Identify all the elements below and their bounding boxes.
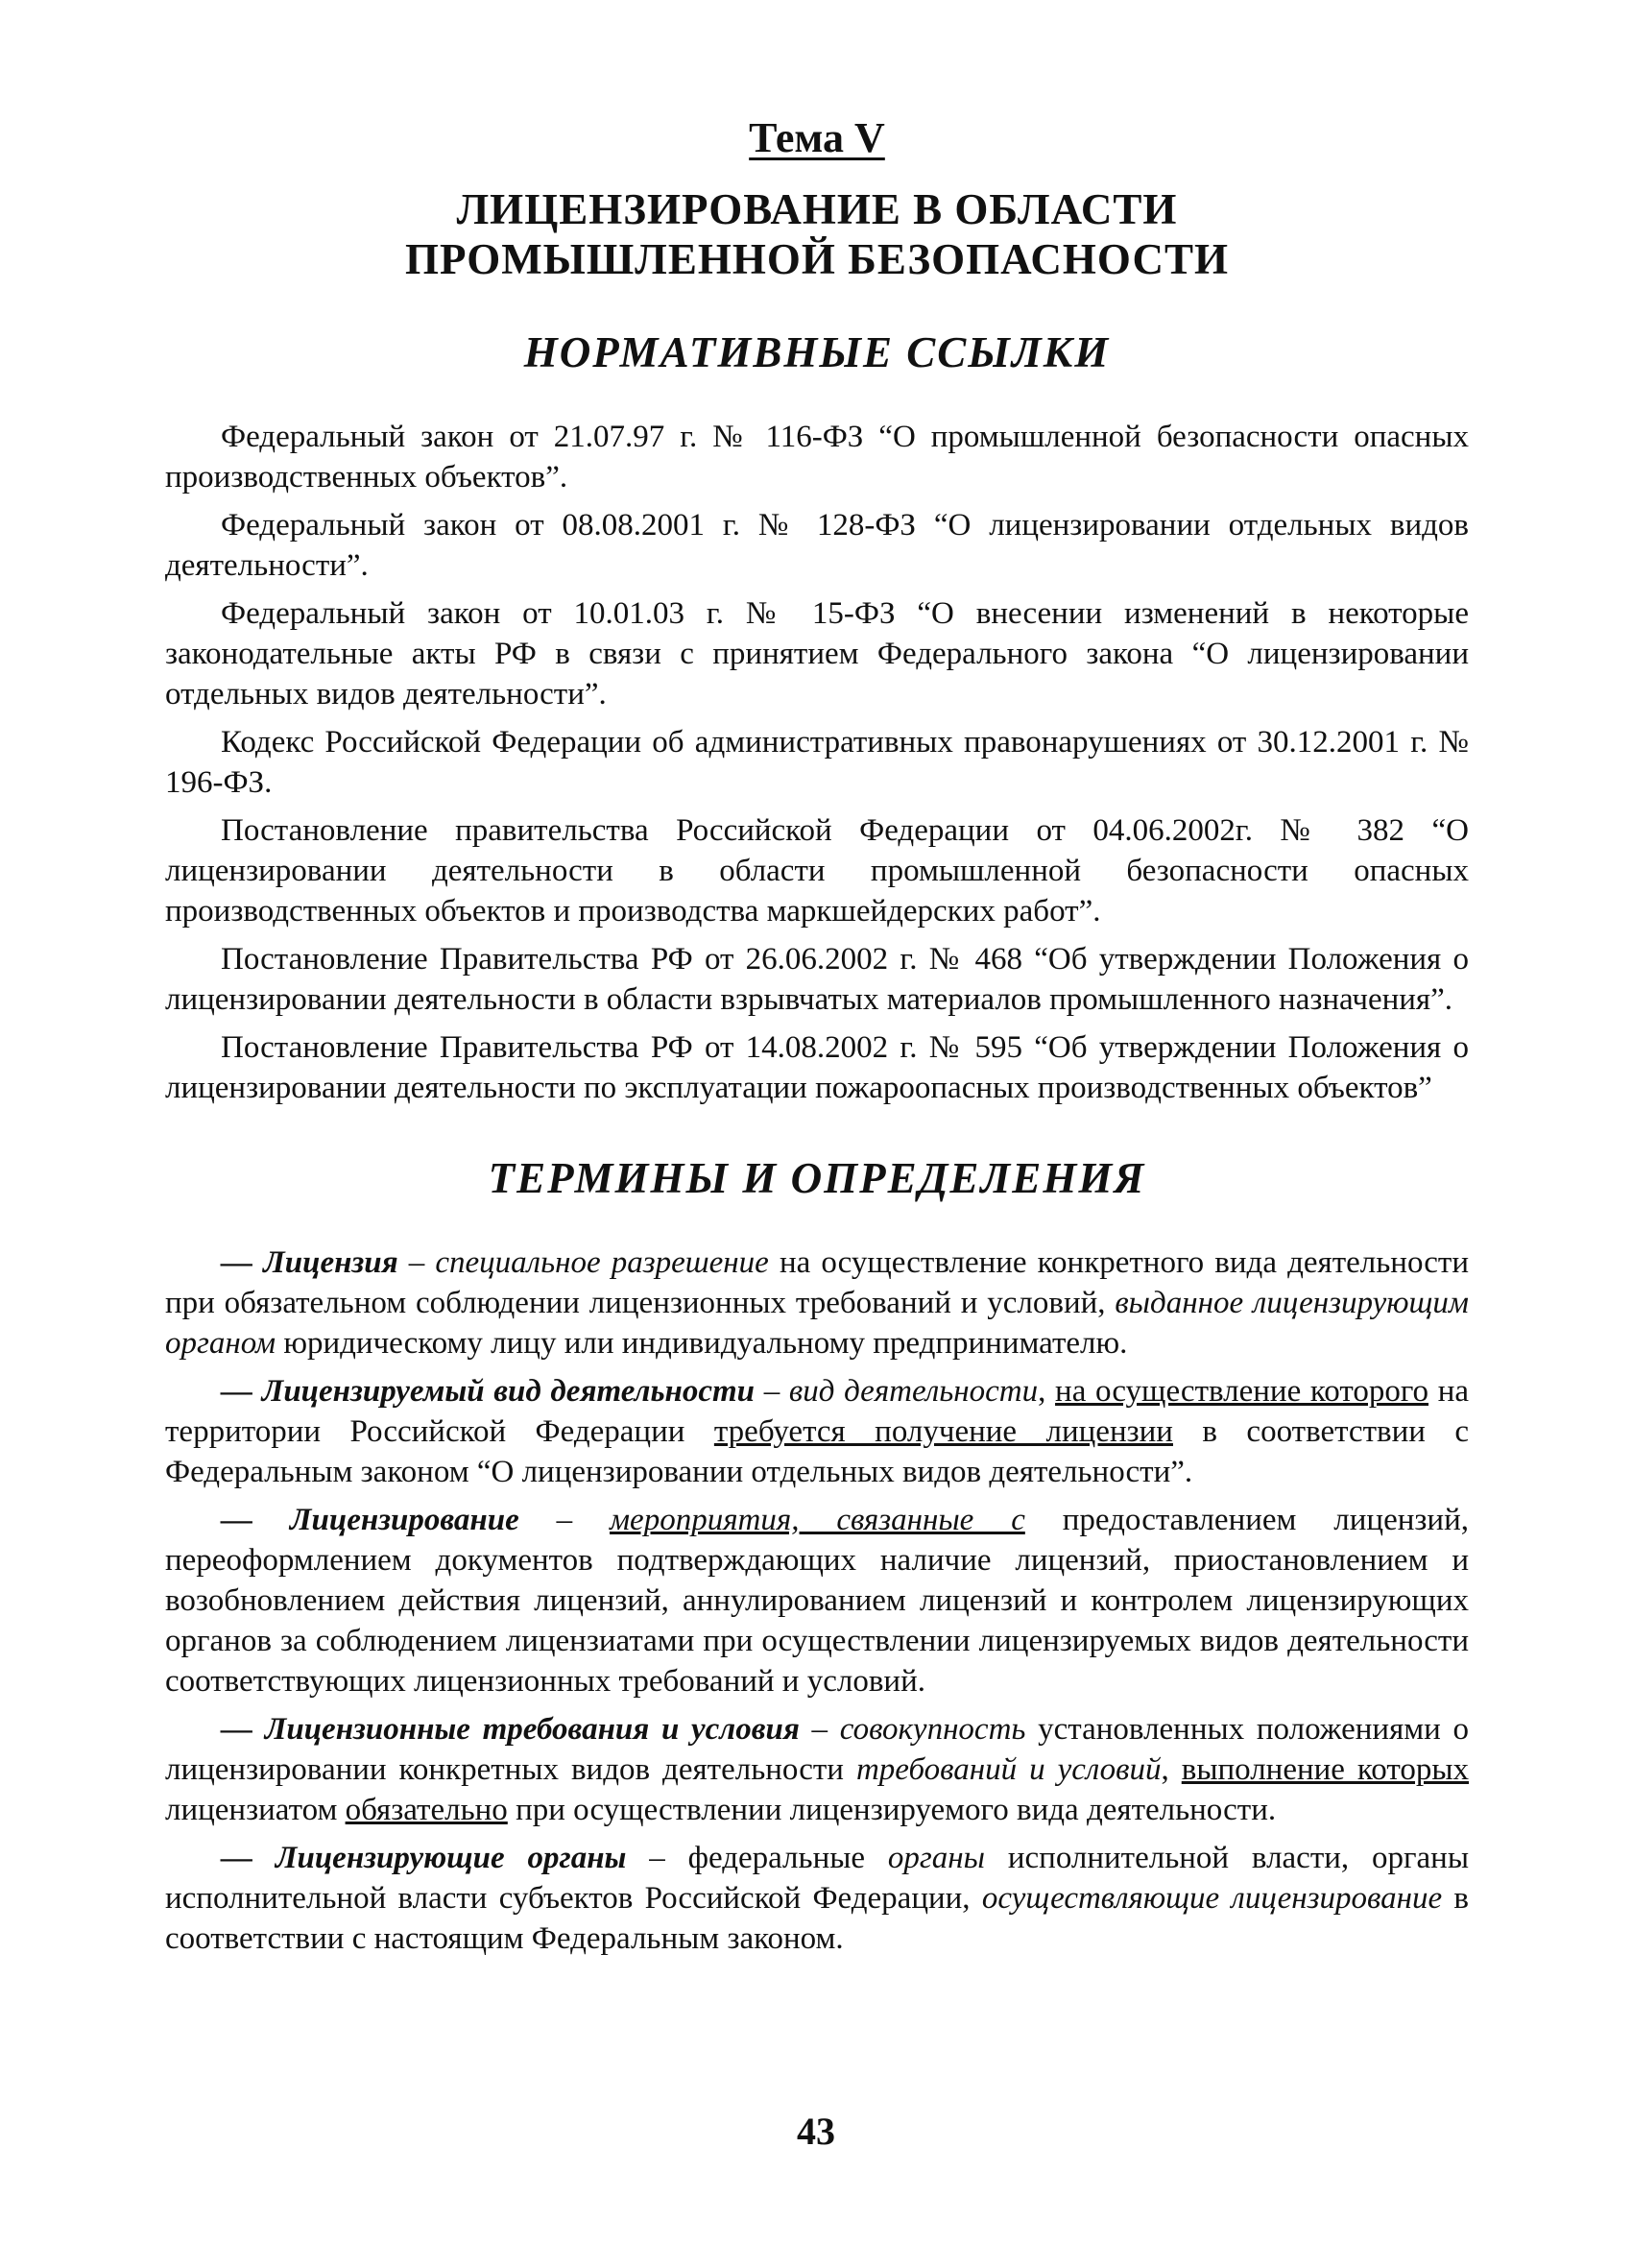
reference-item: Федеральный закон от 10.01.03 г. № 15-ФЗ “О внесении изменений в некоторые законодательные акты РФ в связи с принятием Федерального закона “О лицензировании отдельных видов деятельности”. bbox=[165, 596, 1469, 712]
term-name: — Лицензия bbox=[221, 1245, 398, 1280]
term-license-requirements: — Лицензионные требования и условия – совокупность установленных положениями о лицензировании конкретных видов деятельности требований и условий, выполнение которых лицензиатом обязательно при осуществлении лицензируемого вида деятельности. bbox=[165, 1712, 1470, 1827]
term-name: — Лицензионные требования и условия bbox=[221, 1712, 800, 1747]
reference-item: Федеральный закон от 08.08.2001 г. № 128-ФЗ “О лицензировании отдельных видов деятельности”. bbox=[165, 508, 1469, 583]
term-licensing-authorities: — Лицензирующие органы – федеральные органы исполнительной власти, органы исполнительной власти субъектов Российской Федерации, осуществляющие лицензирование в соответствии с настоящим Федеральным законом. bbox=[165, 1841, 1470, 1956]
chapter-title bbox=[165, 184, 1469, 284]
reference-item: Федеральный закон от 21.07.97 г. № 116-ФЗ “О промышленной безопасности опасных производственных объектов”. bbox=[165, 420, 1469, 495]
term-name: — Лицензируемый вид деятельности bbox=[221, 1374, 756, 1409]
reference-item: Постановление Правительства РФ от 26.06.2002 г. № 468 “Об утверждении Положения о лицензировании деятельности в области взрывчатых материалов промышленного назначения”. bbox=[165, 942, 1469, 1017]
chapter-title-line-2: ПРОМЫШЛЕННОЙ БЕЗОПАСНОСТИ bbox=[404, 235, 1229, 283]
terms-list bbox=[165, 1243, 1469, 1959]
page-content bbox=[165, 113, 1469, 1966]
reference-item: Постановление Правительства РФ от 14.08.2002 г. № 595 “Об утверждении Положения о лицензировании деятельности по эксплуатации пожароопасных производственных объектов” bbox=[165, 1030, 1469, 1105]
reference-item: Кодекс Российской Федерации об административных правонарушениях от 30.12.2001 г. № 196-ФЗ. bbox=[165, 725, 1469, 800]
chapter-title-line-1: ЛИЦЕНЗИРОВАНИЕ В ОБЛАСТИ bbox=[456, 185, 1178, 233]
term-licensed-activity: — Лицензируемый вид деятельности – вид деятельности, на осуществление которого на территории Российской Федерации требуется получение лицензии в соответствии с Федеральным законом “О лицензировании отдельных видов деятельности”. bbox=[165, 1374, 1470, 1489]
references-list bbox=[165, 417, 1469, 1108]
term-license: — Лицензия – специальное разрешение на осуществление конкретного вида деятельности при обязательном соблюдении лицензионных требований и условий, выданное лицензирующим органом юридическому лицу или индивидуальному предпринимателю. bbox=[165, 1245, 1469, 1361]
reference-item: Постановление правительства Российской Федерации от 04.06.2002г. № 382 “О лицензировании деятельности в области промышленной безопасности опасных производственных объектов и производства маркшейдерских работ”. bbox=[165, 813, 1469, 929]
topic-label: Тема V bbox=[749, 114, 885, 161]
term-name: — Лицензирующие органы bbox=[221, 1841, 627, 1875]
references-heading: НОРМАТИВНЫЕ ССЫЛКИ bbox=[523, 328, 1111, 376]
term-licensing: — Лицензирование – мероприятия, связанные с предоставлением лицензий, переоформлением документов подтверждающих наличие лицензий, приостановлением и возобновлением действия лицензий, аннулированием лицензий и контролем лицензирующих органов за соблюдением лицензиатами при осуществлении лицензируемых видов деятельности соответствующих лицензионных требований и условий. bbox=[165, 1503, 1469, 1699]
terms-heading: ТЕРМИНЫ И ОПРЕДЕЛЕНИЯ bbox=[488, 1154, 1146, 1202]
term-name: — Лицензирование bbox=[221, 1503, 519, 1537]
page-number: 43 bbox=[797, 2110, 835, 2153]
